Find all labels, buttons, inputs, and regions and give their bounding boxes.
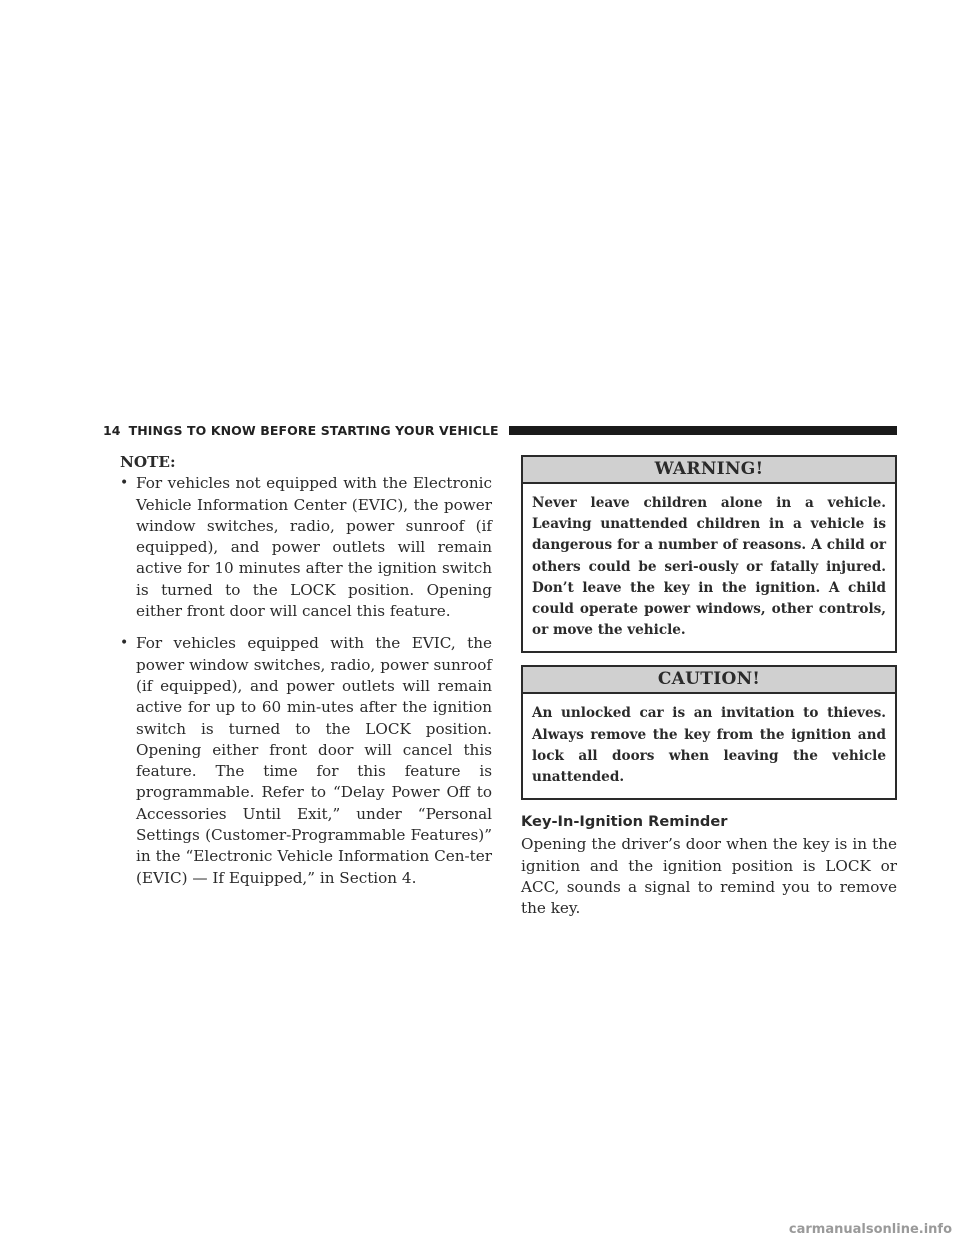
right-column — [521, 455, 897, 919]
note-bullet-item — [120, 473, 492, 622]
note-bullet-text: For vehicles equipped with the EVIC, the power window switches, radio, power sunroof (if equipped), and power outlets will remain active for up to 60 min-utes after the ignition switch is turned to the LOCK position. Opening either front door will cancel this feature. The time for this feature is programmable. Refer to “Delay Power Off to Accessories Until Exit,” under “Personal Settings (Customer-Programmable Features)” in the “Electronic Vehicle Information Cen-ter (EVIC) — If Equipped,” in Section 4. — [136, 634, 492, 887]
caution-text: An unlocked car is an invitation to thieves. Always remove the key from the ignition and lock all doors when leaving the vehicle unattended. — [532, 705, 886, 786]
key-reminder-text: Opening the driver’s door when the key is in the ignition and the ignition position is LOCK or ACC, sounds a signal to remind you to remove the key. — [521, 835, 897, 918]
page-header — [103, 420, 897, 440]
warning-title: WARNING! — [523, 457, 895, 484]
bullet-glyph: • — [120, 475, 129, 492]
warning-text: Never leave children alone in a vehicle. Leaving unattended children in a vehicle is dangerous for a number of reasons. A child or others could be seri-ously or fatally injured. Don’t leave the key in the ignition. A child could operate power windows, other controls, or move the vehicle. — [532, 495, 886, 639]
note-bullet-text: For vehicles not equipped with the Electronic Vehicle Information Center (EVIC), the power window switches, radio, power sunroof (if equipped), and power outlets will remain active for 10 minutes after the ignition switch is turned to the LOCK position. Opening either front door will cancel this feature. — [136, 474, 492, 621]
note-bullet-item — [120, 633, 492, 889]
caution-box — [521, 665, 897, 800]
page-number: 14 — [103, 422, 121, 438]
caution-title: CAUTION! — [523, 667, 895, 694]
header-rule — [509, 426, 897, 435]
bullet-glyph: • — [120, 635, 129, 652]
section-title: THINGS TO KNOW BEFORE STARTING YOUR VEHICLE — [128, 422, 499, 438]
key-reminder-heading: Key-In-Ignition Reminder — [521, 813, 728, 831]
note-label: NOTE: — [120, 453, 176, 471]
warning-box — [521, 455, 897, 653]
note-column — [120, 452, 492, 889]
watermark-link[interactable]: carmanualsonline.info — [788, 1222, 952, 1237]
